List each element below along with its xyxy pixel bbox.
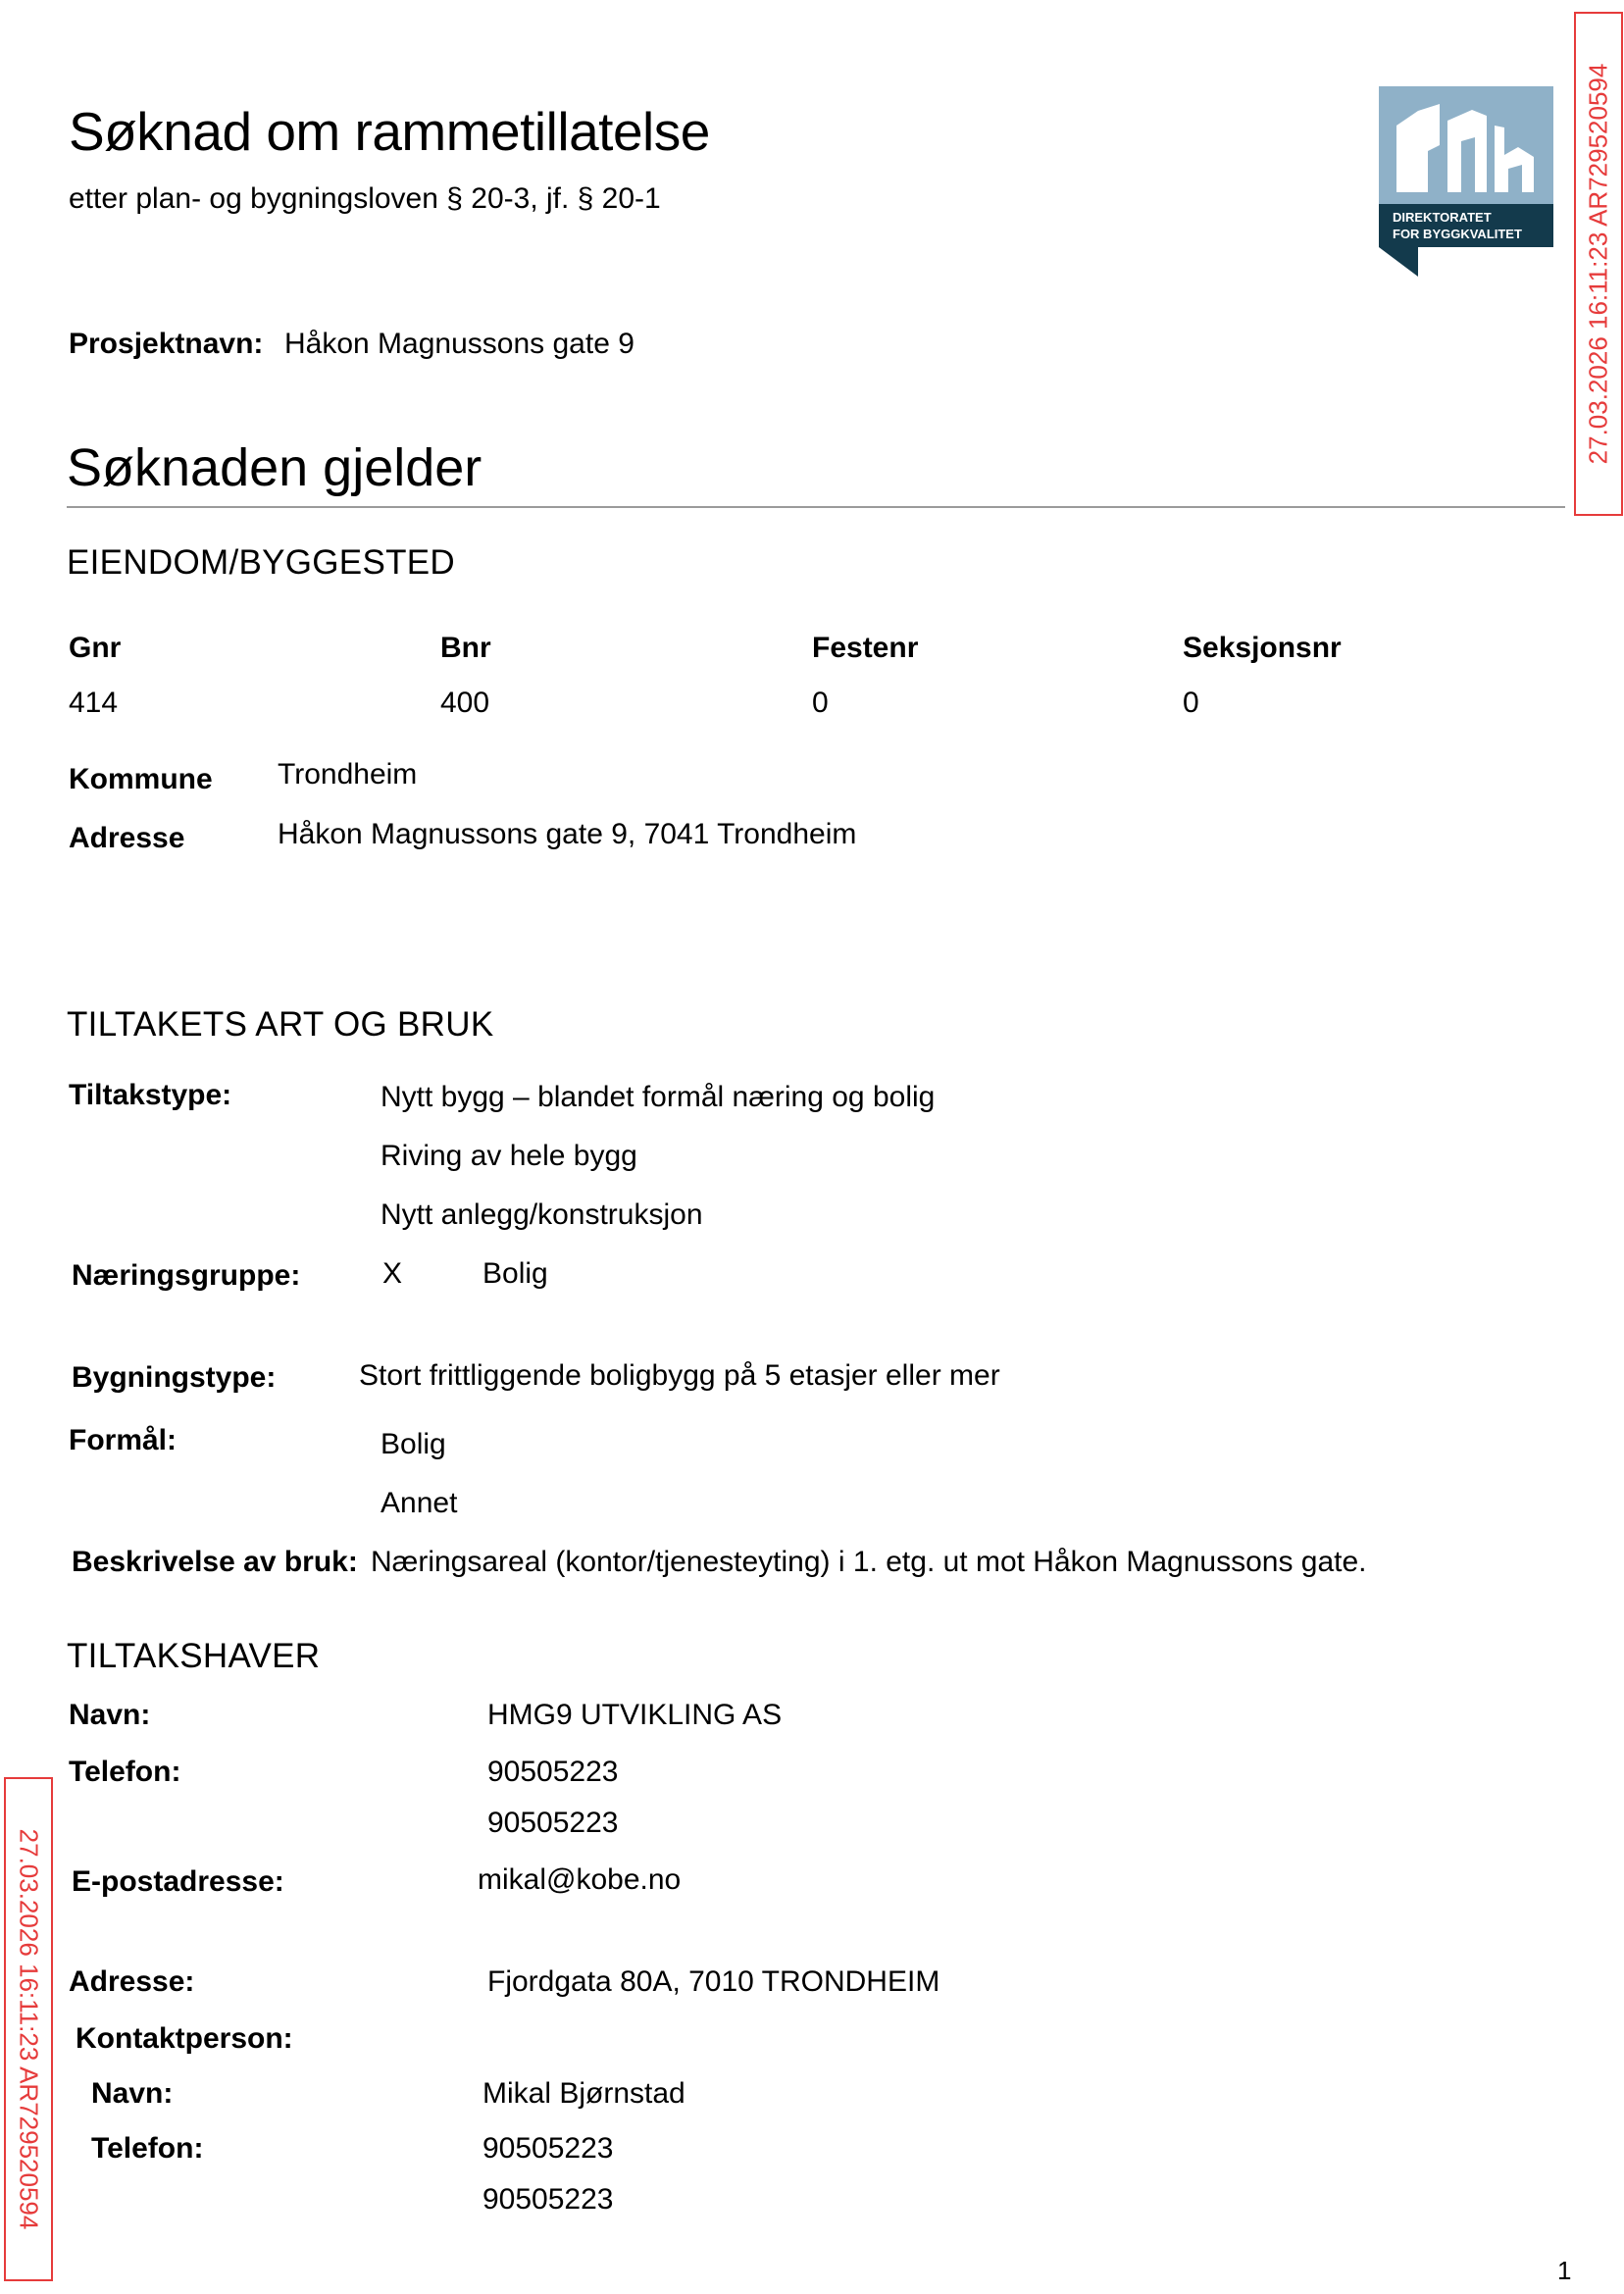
- contact-phone-value-2: 90505223: [482, 2183, 614, 2216]
- timestamp-stamp-top: [1574, 12, 1623, 516]
- contact-name-label: Navn:: [91, 2077, 174, 2110]
- naeringsgruppe-label: Næringsgruppe:: [72, 1259, 301, 1292]
- logo-text-line2: FOR BYGGKVALITET: [1393, 227, 1522, 241]
- dibk-logo-graphic: [1379, 86, 1553, 277]
- seksjonsnr-header: Seksjonsnr: [1183, 632, 1342, 664]
- document-subtitle: etter plan- og bygningsloven § 20-3, jf. § 20-1: [69, 182, 661, 215]
- formal-value-2: Annet: [381, 1487, 458, 1519]
- tiltakshaver-email-value: mikal@kobe.no: [478, 1863, 682, 1896]
- timestamp-stamp-top-text: 27.03.2026 16:11:23 AR729520594: [1583, 63, 1613, 465]
- bnr-value: 400: [440, 687, 490, 719]
- document-title: Søknad om rammetillatelse: [69, 101, 710, 162]
- contact-phone-value-1: 90505223: [482, 2132, 614, 2165]
- section-divider: [67, 506, 1565, 508]
- timestamp-stamp-left-text: 27.03.2026 16:11:23 AR729520594: [14, 1828, 44, 2230]
- tiltakshaver-heading: TILTAKSHAVER: [67, 1637, 321, 1675]
- tiltakstype-value-2: Riving av hele bygg: [381, 1140, 637, 1172]
- kommune-value: Trondheim: [278, 758, 418, 790]
- dibk-logo: [1379, 86, 1553, 277]
- section-title: Søknaden gjelder: [67, 438, 482, 497]
- tiltak-heading: TILTAKETS ART OG BRUK: [67, 1005, 494, 1044]
- naeringsgruppe-code: X: [382, 1257, 403, 1290]
- tiltakshaver-address-label: Adresse:: [69, 1965, 195, 1998]
- project-name-value: Håkon Magnussons gate 9: [284, 328, 634, 360]
- page-number: 1: [1557, 2256, 1572, 2285]
- tiltakshaver-email-label: E-postadresse:: [72, 1865, 284, 1898]
- tiltakstype-label: Tiltakstype:: [69, 1079, 232, 1111]
- bygningstype-label: Bygningstype:: [72, 1361, 277, 1394]
- festenr-value: 0: [812, 687, 829, 719]
- timestamp-stamp-left: [4, 1777, 53, 2281]
- tiltakshaver-phone-label: Telefon:: [69, 1756, 181, 1788]
- gnr-value: 414: [69, 687, 119, 719]
- tiltakshaver-phone-value-2: 90505223: [487, 1807, 619, 1839]
- property-address-value: Håkon Magnussons gate 9, 7041 Trondheim: [278, 818, 857, 850]
- tiltakshaver-name-label: Navn:: [69, 1699, 151, 1731]
- contact-name-value: Mikal Bjørnstad: [482, 2077, 685, 2110]
- tiltakshaver-phone-value-1: 90505223: [487, 1756, 619, 1788]
- beskrivelse-value: Næringsareal (kontor/tjenesteyting) i 1. etg. ut mot Håkon Magnussons gate.: [371, 1546, 1367, 1578]
- project-name-label: Prosjektnavn:: [69, 328, 264, 360]
- kommune-label: Kommune: [69, 763, 213, 795]
- formal-value-1: Bolig: [381, 1428, 446, 1460]
- property-heading: EIENDOM/BYGGESTED: [67, 543, 455, 582]
- logo-text-line1: DIREKTORATET: [1393, 210, 1492, 225]
- property-address-label: Adresse: [69, 822, 185, 854]
- contact-person-label: Kontaktperson:: [76, 2022, 293, 2055]
- tiltakstype-value-3: Nytt anlegg/konstruksjon: [381, 1198, 703, 1231]
- bygningstype-value: Stort frittliggende boligbygg på 5 etasjer eller mer: [359, 1359, 1000, 1392]
- contact-phone-label: Telefon:: [91, 2132, 204, 2165]
- formal-label: Formål:: [69, 1424, 178, 1456]
- beskrivelse-label: Beskrivelse av bruk:: [72, 1546, 358, 1578]
- festenr-header: Festenr: [812, 632, 919, 664]
- tiltakstype-value-1: Nytt bygg – blandet formål næring og bolig: [381, 1081, 936, 1113]
- bnr-header: Bnr: [440, 632, 491, 664]
- naeringsgruppe-value: Bolig: [482, 1257, 548, 1290]
- seksjonsnr-value: 0: [1183, 687, 1199, 719]
- gnr-header: Gnr: [69, 632, 122, 664]
- tiltakshaver-name-value: HMG9 UTVIKLING AS: [487, 1699, 783, 1731]
- tiltakshaver-address-value: Fjordgata 80A, 7010 TRONDHEIM: [487, 1965, 940, 1998]
